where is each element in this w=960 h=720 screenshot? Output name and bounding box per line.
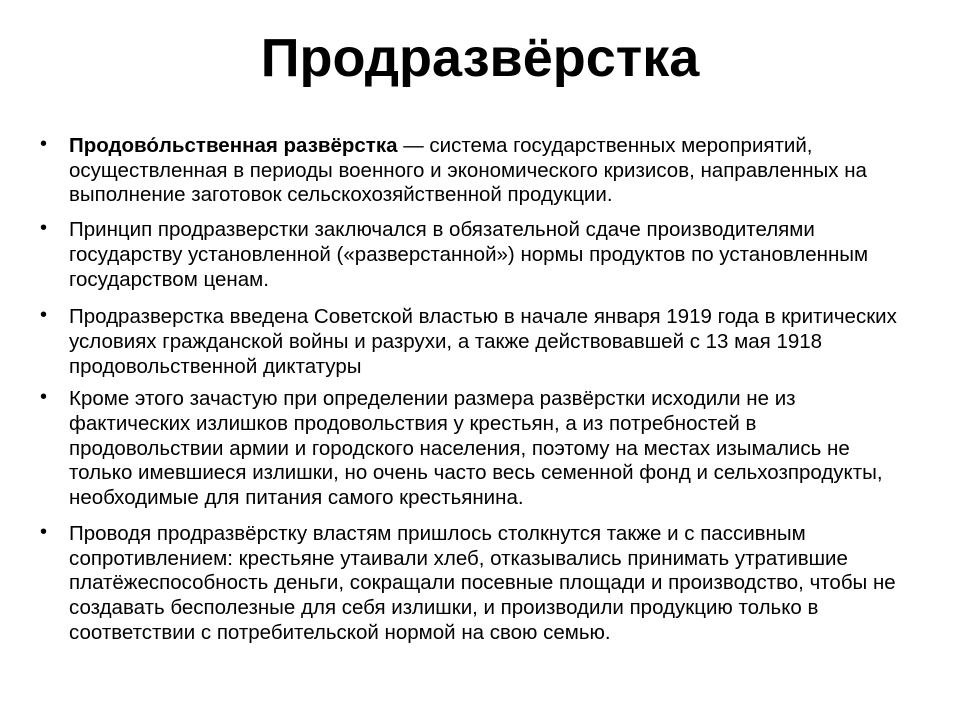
bullet-text: Принцип продразверстки заключался в обязательной сдаче производителями государству установленной («разверстанной») нормы продуктов по установленным государством ценам.	[69, 218, 869, 291]
bullet-item-3	[40, 305, 910, 379]
bullet-text: Кроме этого зачастую при определении размера развёрстки исходили не из фактических излишков продовольствия у крестьян, а из потребностей в продовольствии армии и городского населения, поэтому на местах изымались не только имевшиеся излишки, но очень часто весь семенной фонд и сельхозпродукты, необходимые для питания самого крестьянина.	[69, 387, 883, 510]
bullet-dot-icon: •	[40, 520, 48, 543]
bullet-list	[40, 134, 910, 655]
bullet-dot-icon: •	[40, 133, 48, 155]
bullet-text: — система государственных мероприятий, осуществленная в периоды военного и экономического кризисов, направленных на выполнение заготовок сельскохозяйственной продукции.	[69, 134, 867, 207]
bullet-text: Проводя продразвёрстку властям пришлось столкнутся также и с пассивным сопротивлением: крестьяне утаивали хлеб, отказывались принимать утратившие платёжеспособность деньги, сокращали посевные площади и производство, чтобы не создавать бесполезные для себя излишки, и производили продукцию только в соответствии с потребительской нормой на свою семью.	[69, 521, 896, 644]
bullet-dot-icon: •	[40, 304, 48, 327]
bullet-dot-icon: •	[40, 386, 48, 409]
bullet-text: Продразверстка введена Советской властью в начале января 1919 года в критических условиях гражданской войны и разрухи, а также действовавшей с 13 мая 1918 продовольственной диктатуры	[69, 305, 897, 378]
bullet-item-2	[40, 218, 910, 292]
bullet-term: Продово́льственная развёрстка	[69, 134, 398, 157]
bullet-item-4	[40, 387, 910, 511]
slide-title: Продразвёрстка	[260, 28, 700, 88]
bullet-item-5	[40, 522, 910, 646]
bullet-item-1	[40, 134, 910, 208]
bullet-dot-icon: •	[40, 217, 48, 240]
